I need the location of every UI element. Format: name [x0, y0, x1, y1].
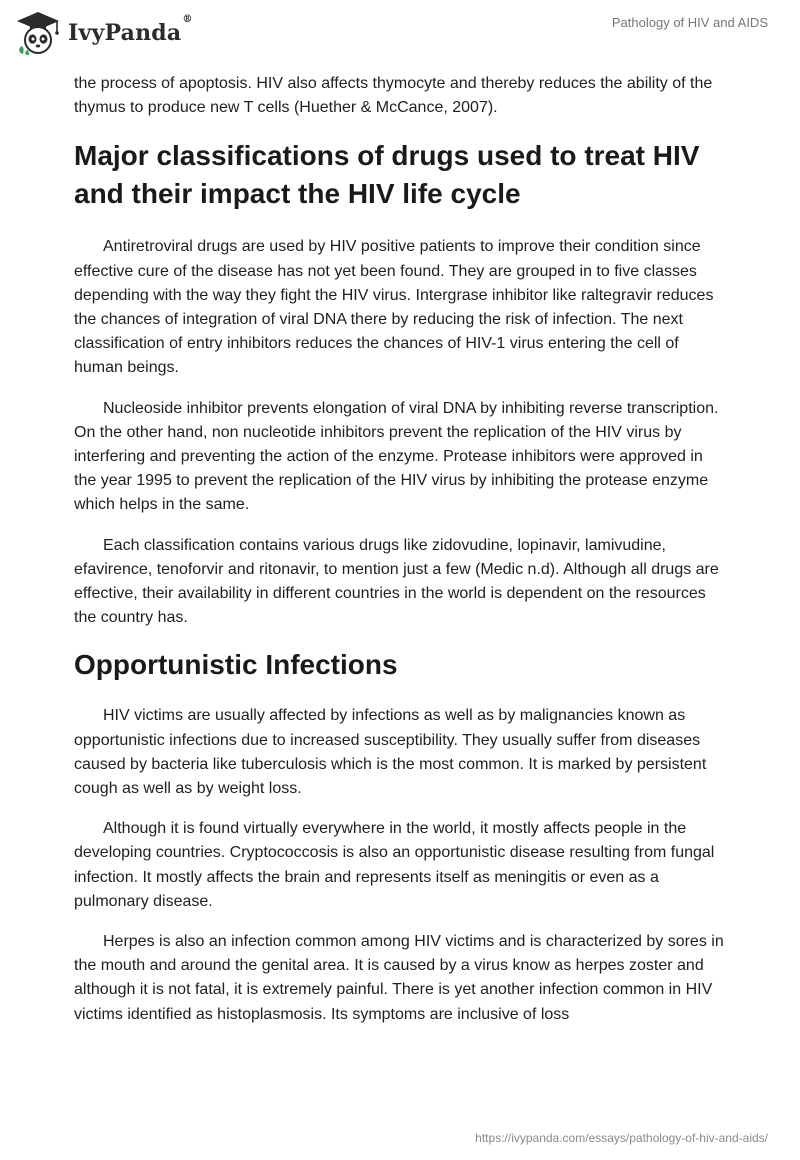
running-title: Pathology of HIV and AIDS	[611, 15, 768, 30]
intro-paragraph: the process of apoptosis. HIV also affects thymocyte and thereby reduces the ability of the thymus to produce new T cells (Huether & McCance, 2007).	[74, 75, 713, 117]
paragraph: Nucleoside inhibitor prevents elongation of viral DNA by inhibiting reverse transcription. On the other hand, non nucleotide inhibitors prevent the replication of the HIV virus by interfering and preventing the action of the enzyme. Protease inhibitors were approved in the year 1995 to prevent the replication of the HIV virus by inhibiting the protease enzyme which helps in the same.	[74, 399, 719, 514]
section-heading-drug-classifications: Major classifications of drugs used to treat HIV and their impact the HIV life cycle	[74, 140, 700, 210]
page-header	[0, 0, 800, 70]
section-heading-opportunistic-infections: Opportunistic Infections	[74, 649, 398, 681]
site-logo[interactable]	[14, 10, 193, 56]
paragraph: Antiretroviral drugs are used by HIV positive patients to improve their condition since effective cure of the disease has not yet been found. They are grouped in to five classes depending with the way they fight the HIV virus. Intergrase inhibitor like raltegravir reduces the chances of integration of viral DNA there by reducing the risk of infection. The next classification of entry inhibitors reduces the chances of HIV-1 virus entering the cell of human beings.	[74, 238, 714, 377]
registered-mark: ®	[182, 14, 193, 25]
paragraph: Although it is found virtually everywhere in the world, it mostly affects people in the developing countries. Cryptococcosis is also an opportunistic disease resulting from fungal infection. It mostly affects the brain and represents itself as meningitis or even as a pulmonary disease.	[74, 820, 715, 910]
paragraph: Herpes is also an infection common among HIV victims and is characterized by sores in the mouth and around the genital area. It is caused by a virus know as herpes zoster and although it is not fatal, it is extremely painful. There is yet another infection common in HIV victims identified as histoplasmosis. Its symptoms are inclusive of loss	[74, 933, 724, 1023]
source-url[interactable]: https://ivypanda.com/essays/pathology-of-hiv-and-aids/	[475, 1131, 768, 1145]
logo-text: IvyPanda®	[68, 14, 193, 46]
paragraph: Each classification contains various drugs like zidovudine, lopinavir, lamivudine, efavirence, tenoforvir and ritonavir, to mention just a few (Medic n.d). Although all drugs are effective, their availability in different countries in the world is dependent on the resources the country has.	[74, 536, 719, 627]
essay-content	[74, 72, 726, 1043]
paragraph: HIV victims are usually affected by infections as well as by malignancies known as opportunistic infections due to increased susceptibility. They usually suffer from diseases caused by bacteria like tuberculosis which is the most common. It is marked by persistent cough as well as by weight loss.	[74, 707, 707, 798]
panda-graduate-icon	[14, 10, 62, 56]
